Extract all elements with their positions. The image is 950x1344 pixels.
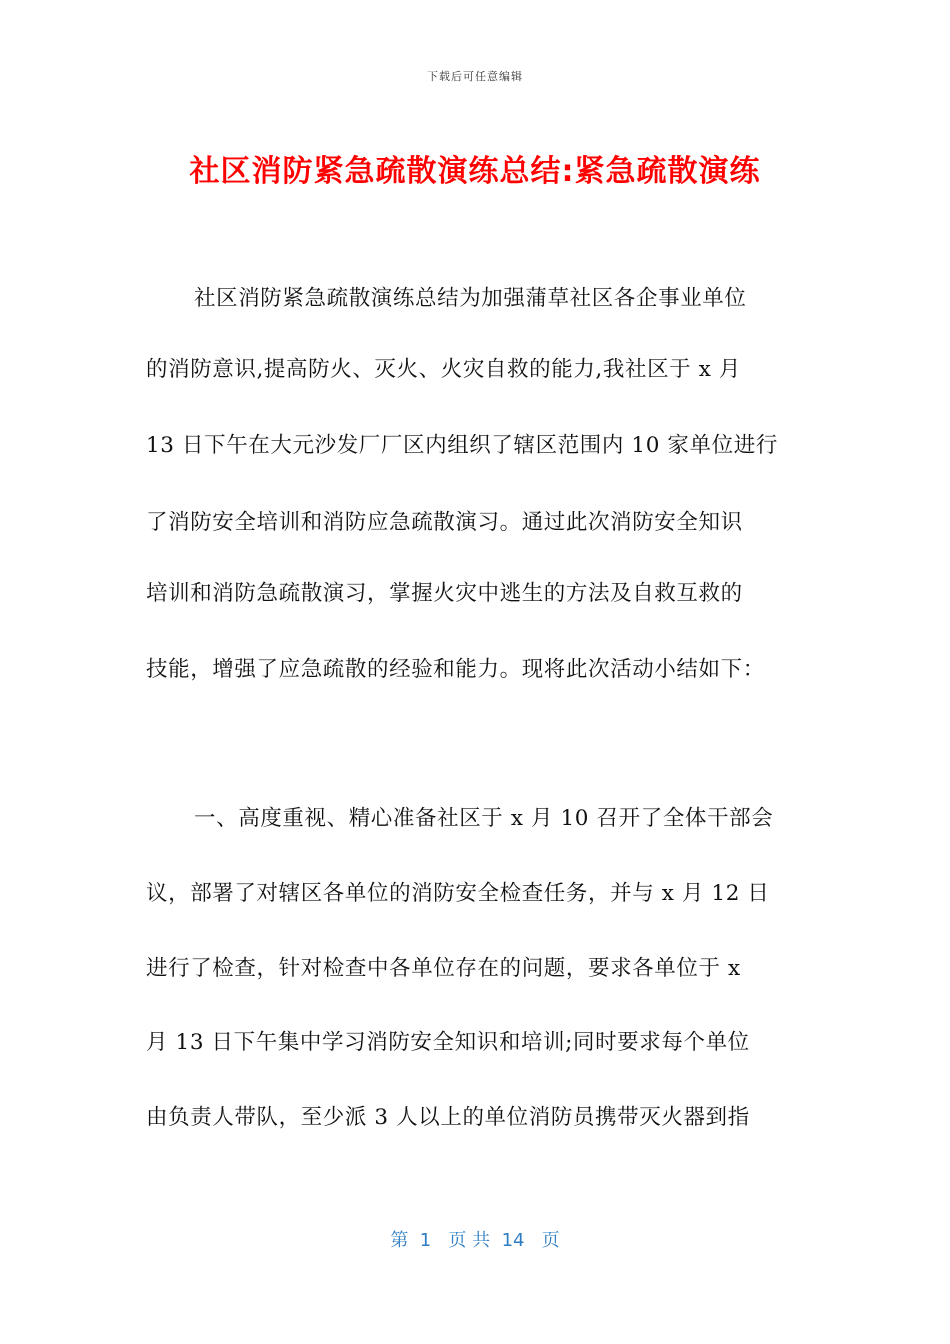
header-note: 下载后可任意编辑: [427, 70, 523, 83]
text-line: 培训和消防急疏散演习，掌握火灾中逃生的方法及自救互救的: [146, 581, 743, 606]
text-line: 技能，增强了应急疏散的经验和能力。现将此次活动小结如下：: [146, 657, 765, 682]
text-line: 由负责人带队，至少派 3 人以上的单位消防员携带灭火器到指: [146, 1105, 750, 1130]
text-line: 了消防安全培训和消防应急疏散演习。通过此次消防安全知识: [146, 510, 743, 535]
text-line: 月 13 日下午集中学习消防安全知识和培训;同时要求每个单位: [146, 1030, 750, 1055]
text-line: 一、高度重视、精心准备社区于 x 月 10 召开了全体干部会: [194, 806, 774, 831]
text-line: 进行了检查，针对检查中各单位存在的问题，要求各单位于 x: [146, 956, 741, 981]
text-line: 13 日下午在大元沙发厂厂区内组织了辖区范围内 10 家单位进行: [146, 433, 778, 458]
text-line: 议，部署了对辖区各单位的消防安全检查任务，并与 x 月 12 日: [146, 881, 770, 906]
page-number: 第 1 页 共 14 页: [390, 1230, 560, 1251]
text-line: 社区消防紧急疏散演练总结为加强蒲草社区各企事业单位: [194, 286, 747, 311]
text-line: 的消防意识,提高防火、灭火、火灾自救的能力,我社区于 x 月: [146, 357, 741, 382]
document-title: 社区消防紧急疏散演练总结:紧急疏散演练: [189, 154, 761, 189]
